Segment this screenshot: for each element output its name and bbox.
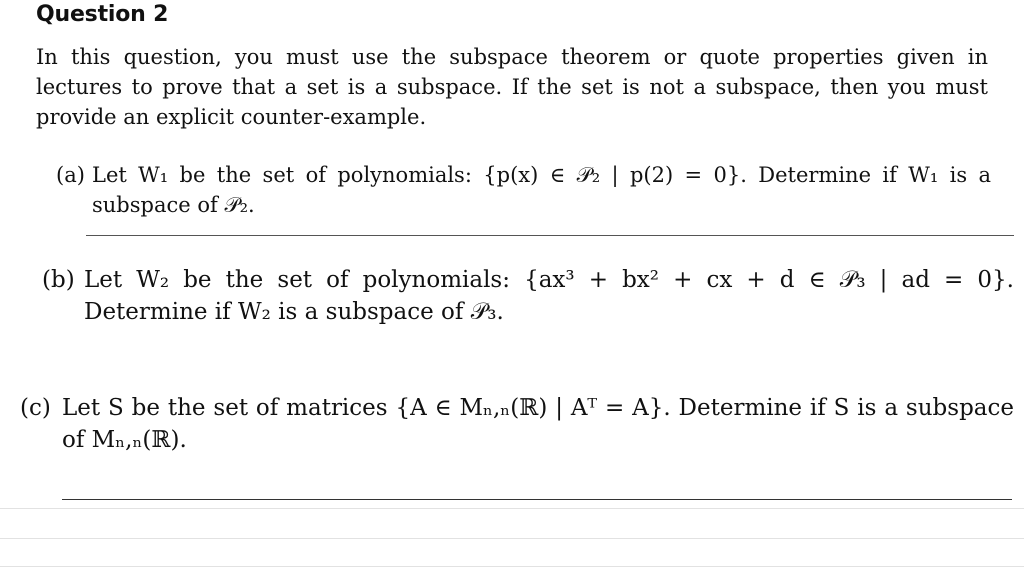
- answer-line-a: [86, 235, 1014, 236]
- page-divider: [0, 538, 1024, 539]
- part-c-label: (c): [20, 395, 51, 421]
- part-a-label: (a): [56, 163, 85, 187]
- part-b: [42, 264, 1014, 328]
- part-b-label: (b): [42, 267, 75, 293]
- part-c: [20, 392, 1014, 456]
- question-intro: In this question, you must use the subspace theorem or quote properties given in lectures to prove that a set is a subspace. If the set is not a subspace, then you must provide an explicit counter-example.: [36, 45, 988, 129]
- part-c-text: Let S be the set of matrices {A ∈ Mₙ,ₙ(ℝ) | Aᵀ = A}. Determine if S is a subspace of Mₙ,ₙ(ℝ).: [62, 395, 1014, 453]
- page-divider: [0, 508, 1024, 509]
- question-heading: Question 2: [36, 2, 169, 27]
- part-b-text: Let W₂ be the set of polynomials: {ax³ + bx² + cx + d ∈ 𝒫₃ | ad = 0}. Determine if W₂ is a subspace of 𝒫₃.: [84, 267, 1014, 325]
- answer-line-c: [62, 499, 1012, 500]
- part-a: [56, 160, 991, 220]
- part-a-text: Let W₁ be the set of polynomials: {p(x) ∈ 𝒫₂ | p(2) = 0}. Determine if W₁ is a subspace of 𝒫₂.: [92, 163, 991, 217]
- page-divider: [0, 566, 1024, 567]
